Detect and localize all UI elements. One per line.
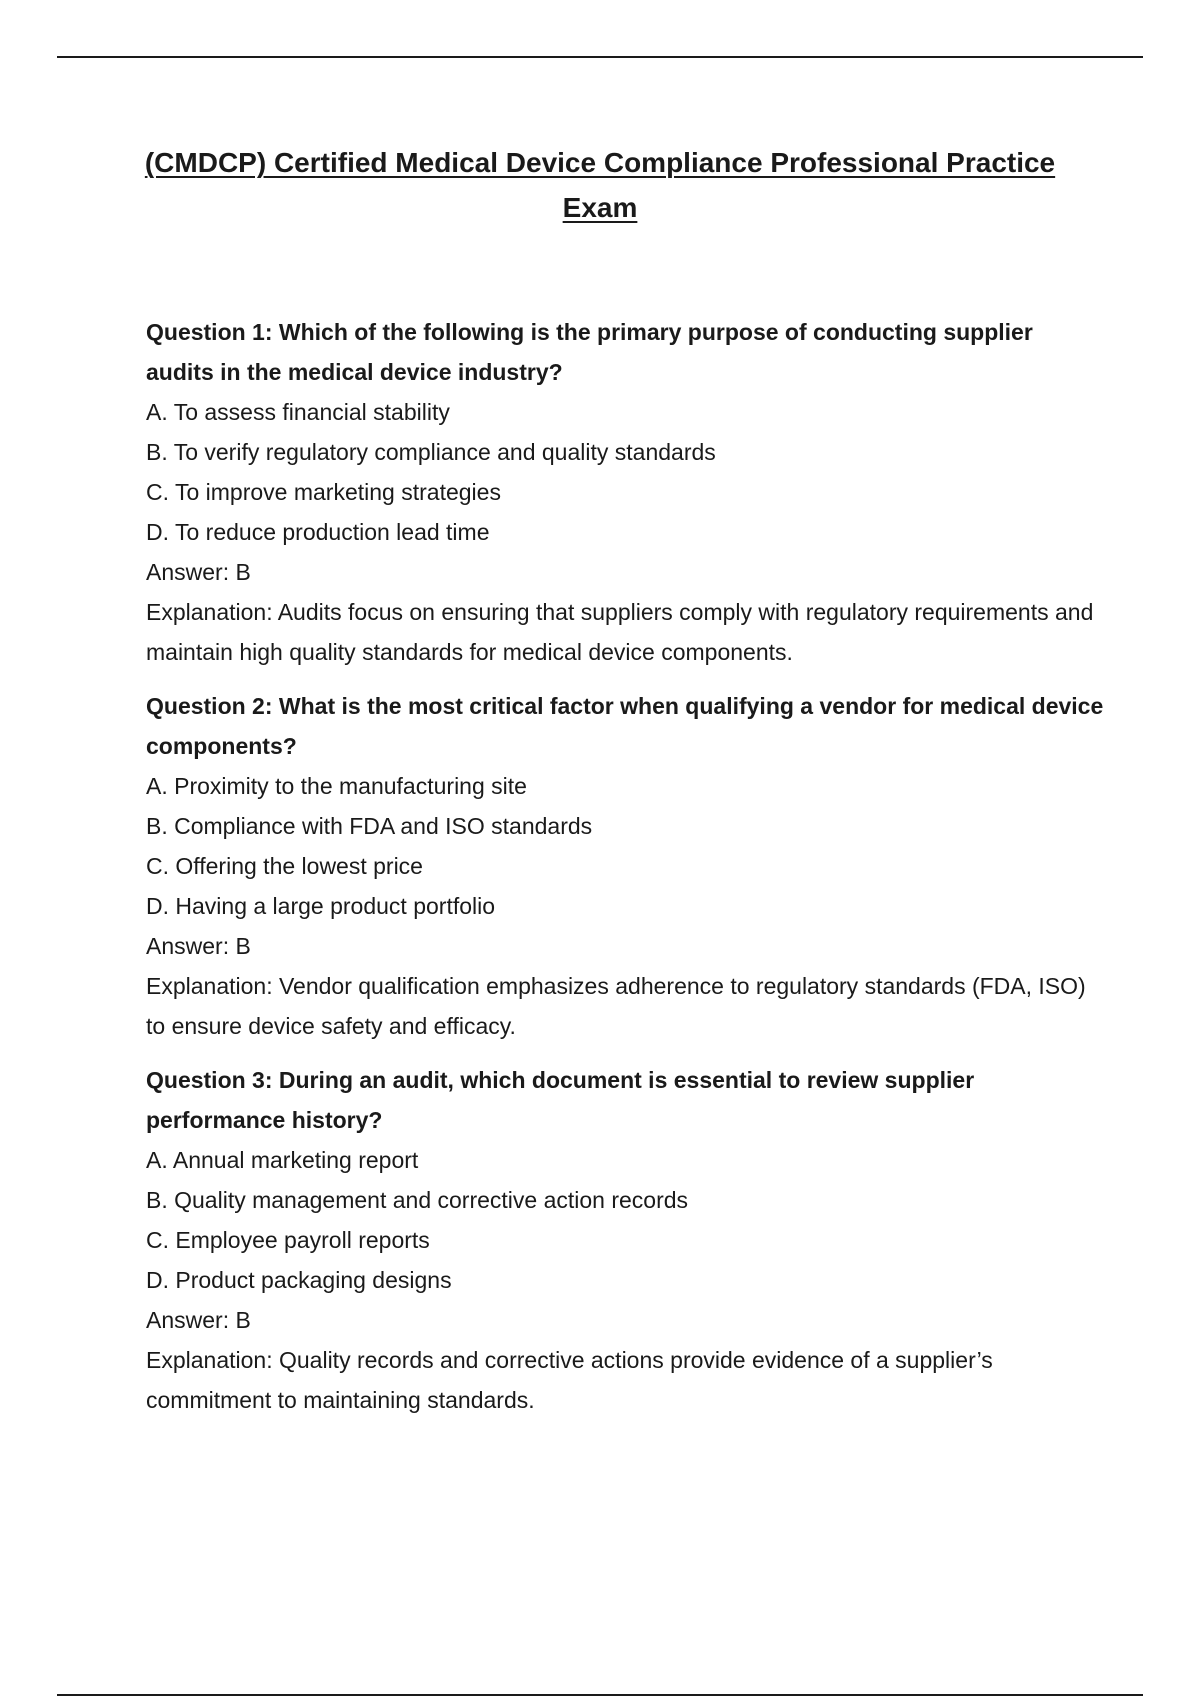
option-c: C. Employee payroll reports xyxy=(146,1227,430,1253)
option-d: D. To reduce production lead time xyxy=(146,519,490,545)
explanation: Explanation: Quality records and corrective actions provide evidence of a supplier’s commitment to maintaining standards. xyxy=(146,1347,993,1413)
explanation: Explanation: Vendor qualification emphasizes adherence to regulatory standards (FDA, ISO) to ensure device safety and efficacy. xyxy=(146,973,1086,1039)
answer: Answer: B xyxy=(146,1307,251,1333)
option-a: A. To assess financial stability xyxy=(146,399,450,425)
footer-rule xyxy=(57,1694,1143,1696)
question-text: Question 1: Which of the following is the primary purpose of conducting supplier audits in the medical device industry? xyxy=(146,319,1033,385)
option-c: C. To improve marketing strategies xyxy=(146,479,501,505)
question-block-1 xyxy=(146,312,1106,672)
document-title: (CMDCP) Certified Medical Device Compliance Professional Practice Exam xyxy=(144,147,1056,223)
option-b: B. To verify regulatory compliance and quality standards xyxy=(146,439,716,465)
option-d: D. Having a large product portfolio xyxy=(146,893,496,919)
question-text: Question 2: What is the most critical factor when qualifying a vendor for medical device components? xyxy=(146,693,1104,759)
option-d: D. Product packaging designs xyxy=(146,1267,452,1293)
explanation: Explanation: Audits focus on ensuring that suppliers comply with regulatory requirements and maintain high quality standards for medical device components. xyxy=(146,599,1094,665)
option-a: A. Proximity to the manufacturing site xyxy=(146,773,527,799)
answer: Answer: B xyxy=(146,933,251,959)
question-text: Question 3: During an audit, which document is essential to review supplier performance history? xyxy=(146,1067,975,1133)
question-list xyxy=(146,312,1106,1434)
option-b: B. Quality management and corrective action records xyxy=(146,1187,689,1213)
option-a: A. Annual marketing report xyxy=(146,1147,419,1173)
header-rule xyxy=(57,56,1143,58)
option-c: C. Offering the lowest price xyxy=(146,853,423,879)
option-b: B. Compliance with FDA and ISO standards xyxy=(146,813,593,839)
question-block-3 xyxy=(146,1060,1106,1420)
answer: Answer: B xyxy=(146,559,251,585)
question-block-2 xyxy=(146,686,1106,1046)
